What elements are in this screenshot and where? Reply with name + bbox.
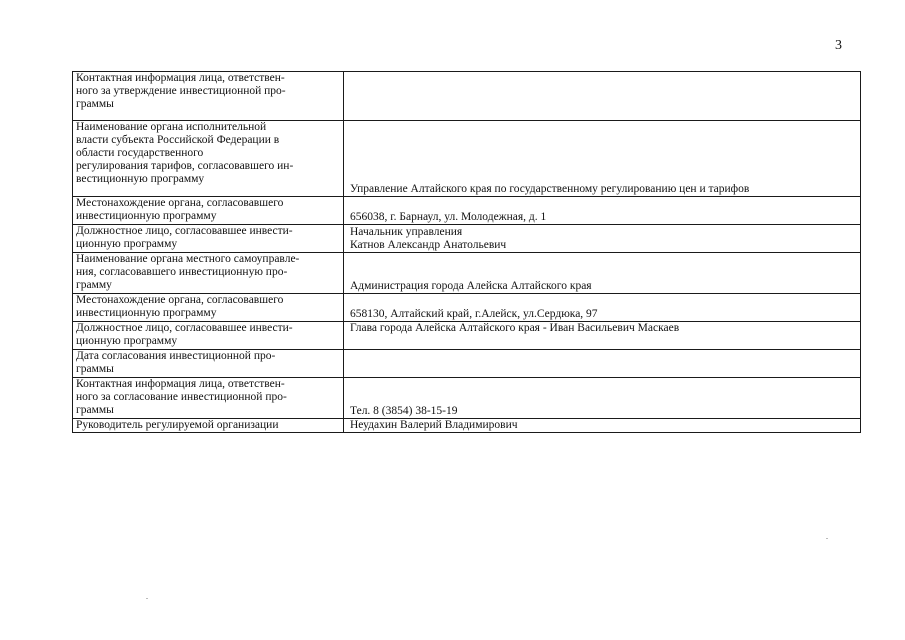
row-value: 656038, г. Барнаул, ул. Молодежная, д. 1 xyxy=(350,211,547,223)
row-label: Наименование органа исполнительной власти субъекта Российской Федерации в области государственного регулирования тарифов, согласовавшего ин- вестиционную программу xyxy=(76,121,294,185)
table-row xyxy=(73,419,861,433)
row-label-cell xyxy=(73,225,344,253)
row-label: Контактная информация лица, ответствен- ного за утверждение инвестиционной про- граммы xyxy=(76,72,286,110)
table-row xyxy=(73,322,861,350)
row-value-cell xyxy=(344,294,861,322)
row-value: 658130, Алтайский край, г.Алейск, ул.Сердюка, 97 xyxy=(350,308,598,320)
row-value-cell xyxy=(344,419,861,433)
row-value: Тел. 8 (3854) 38-15-19 xyxy=(350,405,458,417)
row-label-cell xyxy=(73,419,344,433)
row-value-cell xyxy=(344,322,861,350)
scan-speck xyxy=(146,598,148,599)
row-label: Местонахождение органа, согласовавшего инвестиционную программу xyxy=(76,197,284,222)
row-value: Управление Алтайского края по государственному регулированию цен и тарифов xyxy=(350,183,750,195)
row-label: Должностное лицо, согласовавшее инвести- ционную программу xyxy=(76,322,293,347)
table-row xyxy=(73,350,861,378)
row-label-cell xyxy=(73,121,344,197)
table-row xyxy=(73,121,861,197)
row-label-cell xyxy=(73,322,344,350)
row-label: Дата согласования инвестиционной про- граммы xyxy=(76,350,276,375)
row-label-cell xyxy=(73,294,344,322)
row-value: Глава города Алейска Алтайского края - Иван Васильевич Маскаев xyxy=(350,322,680,334)
table-row xyxy=(73,378,861,419)
table-row xyxy=(73,72,861,121)
table-row xyxy=(73,294,861,322)
row-label-cell xyxy=(73,253,344,294)
row-value: Неудахин Валерий Владимирович xyxy=(350,419,518,431)
row-label-cell xyxy=(73,350,344,378)
row-label-cell xyxy=(73,72,344,121)
table-row xyxy=(73,197,861,225)
row-label: Руководитель регулируемой организации xyxy=(76,419,279,431)
row-value-cell xyxy=(344,253,861,294)
row-label-cell xyxy=(73,197,344,225)
row-label-cell xyxy=(73,378,344,419)
row-label: Контактная информация лица, ответствен- ного за согласование инвестиционной про- граммы xyxy=(76,378,287,416)
row-value-cell xyxy=(344,121,861,197)
row-value-cell xyxy=(344,225,861,253)
table-row xyxy=(73,225,861,253)
page-number: 3 xyxy=(835,38,842,53)
scan-speck xyxy=(826,538,828,539)
investment-program-approval-table xyxy=(72,71,861,433)
row-value-cell xyxy=(344,350,861,378)
row-label: Местонахождение органа, согласовавшего инвестиционную программу xyxy=(76,294,284,319)
row-value: Администрация города Алейска Алтайского края xyxy=(350,280,592,292)
table-row xyxy=(73,253,861,294)
row-value-cell xyxy=(344,197,861,225)
row-value: Начальник управления Катнов Александр Анатольевич xyxy=(350,226,507,251)
row-value-cell xyxy=(344,72,861,121)
row-label: Должностное лицо, согласовавшее инвести- ционную программу xyxy=(76,225,293,250)
row-value-cell xyxy=(344,378,861,419)
row-label: Наименование органа местного самоуправле- ния, согласовавшего инвестиционную про- грамму xyxy=(76,253,300,291)
